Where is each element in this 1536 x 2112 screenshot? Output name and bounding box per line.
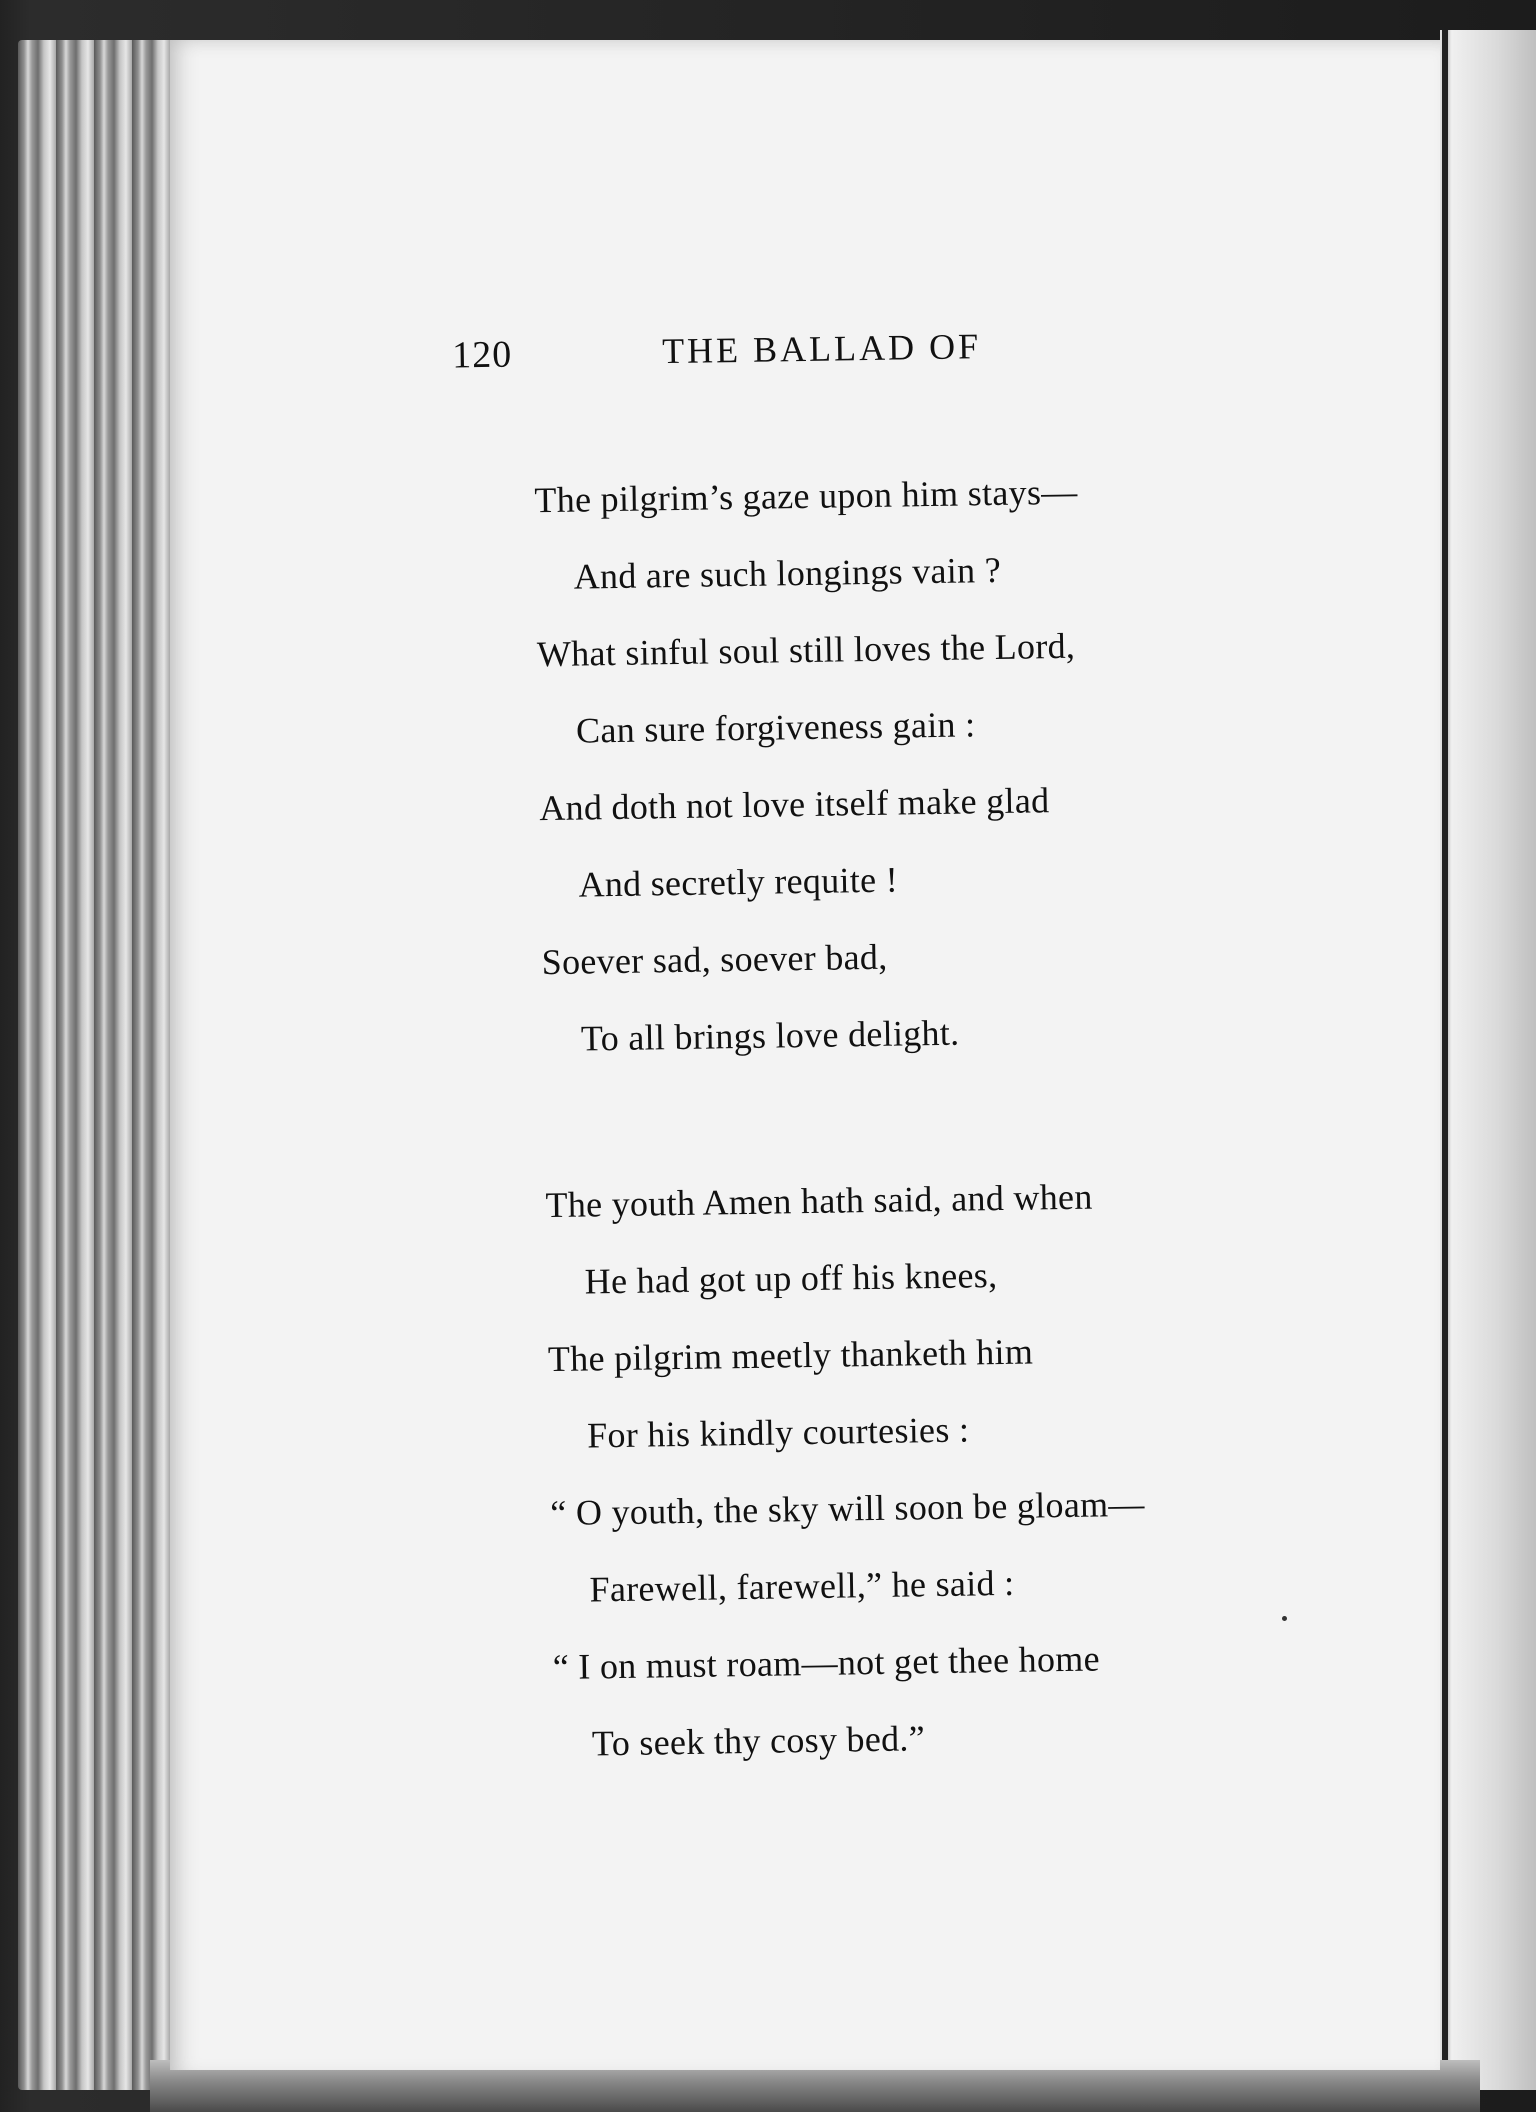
verse-line: Can sure forgiveness gain : [575, 704, 976, 751]
verse-line: He had got up off his knees, [584, 1255, 998, 1302]
verse-line: Farewell, farewell,” he said : [589, 1562, 1015, 1610]
page-number: 120 [451, 333, 513, 377]
verse-line: The youth Amen hath said, and when [545, 1176, 1093, 1226]
verse-line: Soever sad, soever bad, [541, 936, 888, 983]
verse-line: “ O youth, the sky will soon be gloam— [550, 1483, 1145, 1534]
verse-line: And secretly requite ! [578, 859, 899, 905]
verse-line: And doth not love itself make glad [538, 780, 1050, 829]
book-page [170, 40, 1440, 2070]
page-header [452, 322, 1213, 394]
verse-line: The pilgrim’s gaze upon him stays— [534, 471, 1078, 521]
page-text-block [157, 28, 1459, 2078]
ink-speck [1282, 1616, 1287, 1621]
verse-line: To seek thy cosy bed.” [591, 1718, 926, 1764]
verse-line: To all brings love delight. [580, 1012, 960, 1059]
verse-line: The pilgrim meetly thanketh him [547, 1331, 1034, 1380]
verse-line: And are such longings vain ? [573, 549, 1002, 597]
stanza [534, 450, 1344, 1078]
verse-line: “ I on must roam—not get thee home [552, 1638, 1101, 1688]
running-title: THE BALLAD OF [661, 326, 982, 372]
stanza [545, 1155, 1355, 1783]
verse-line: What sinful soul still loves the Lord, [536, 625, 1076, 675]
verse-line: For his kindly courtesies : [586, 1409, 970, 1456]
